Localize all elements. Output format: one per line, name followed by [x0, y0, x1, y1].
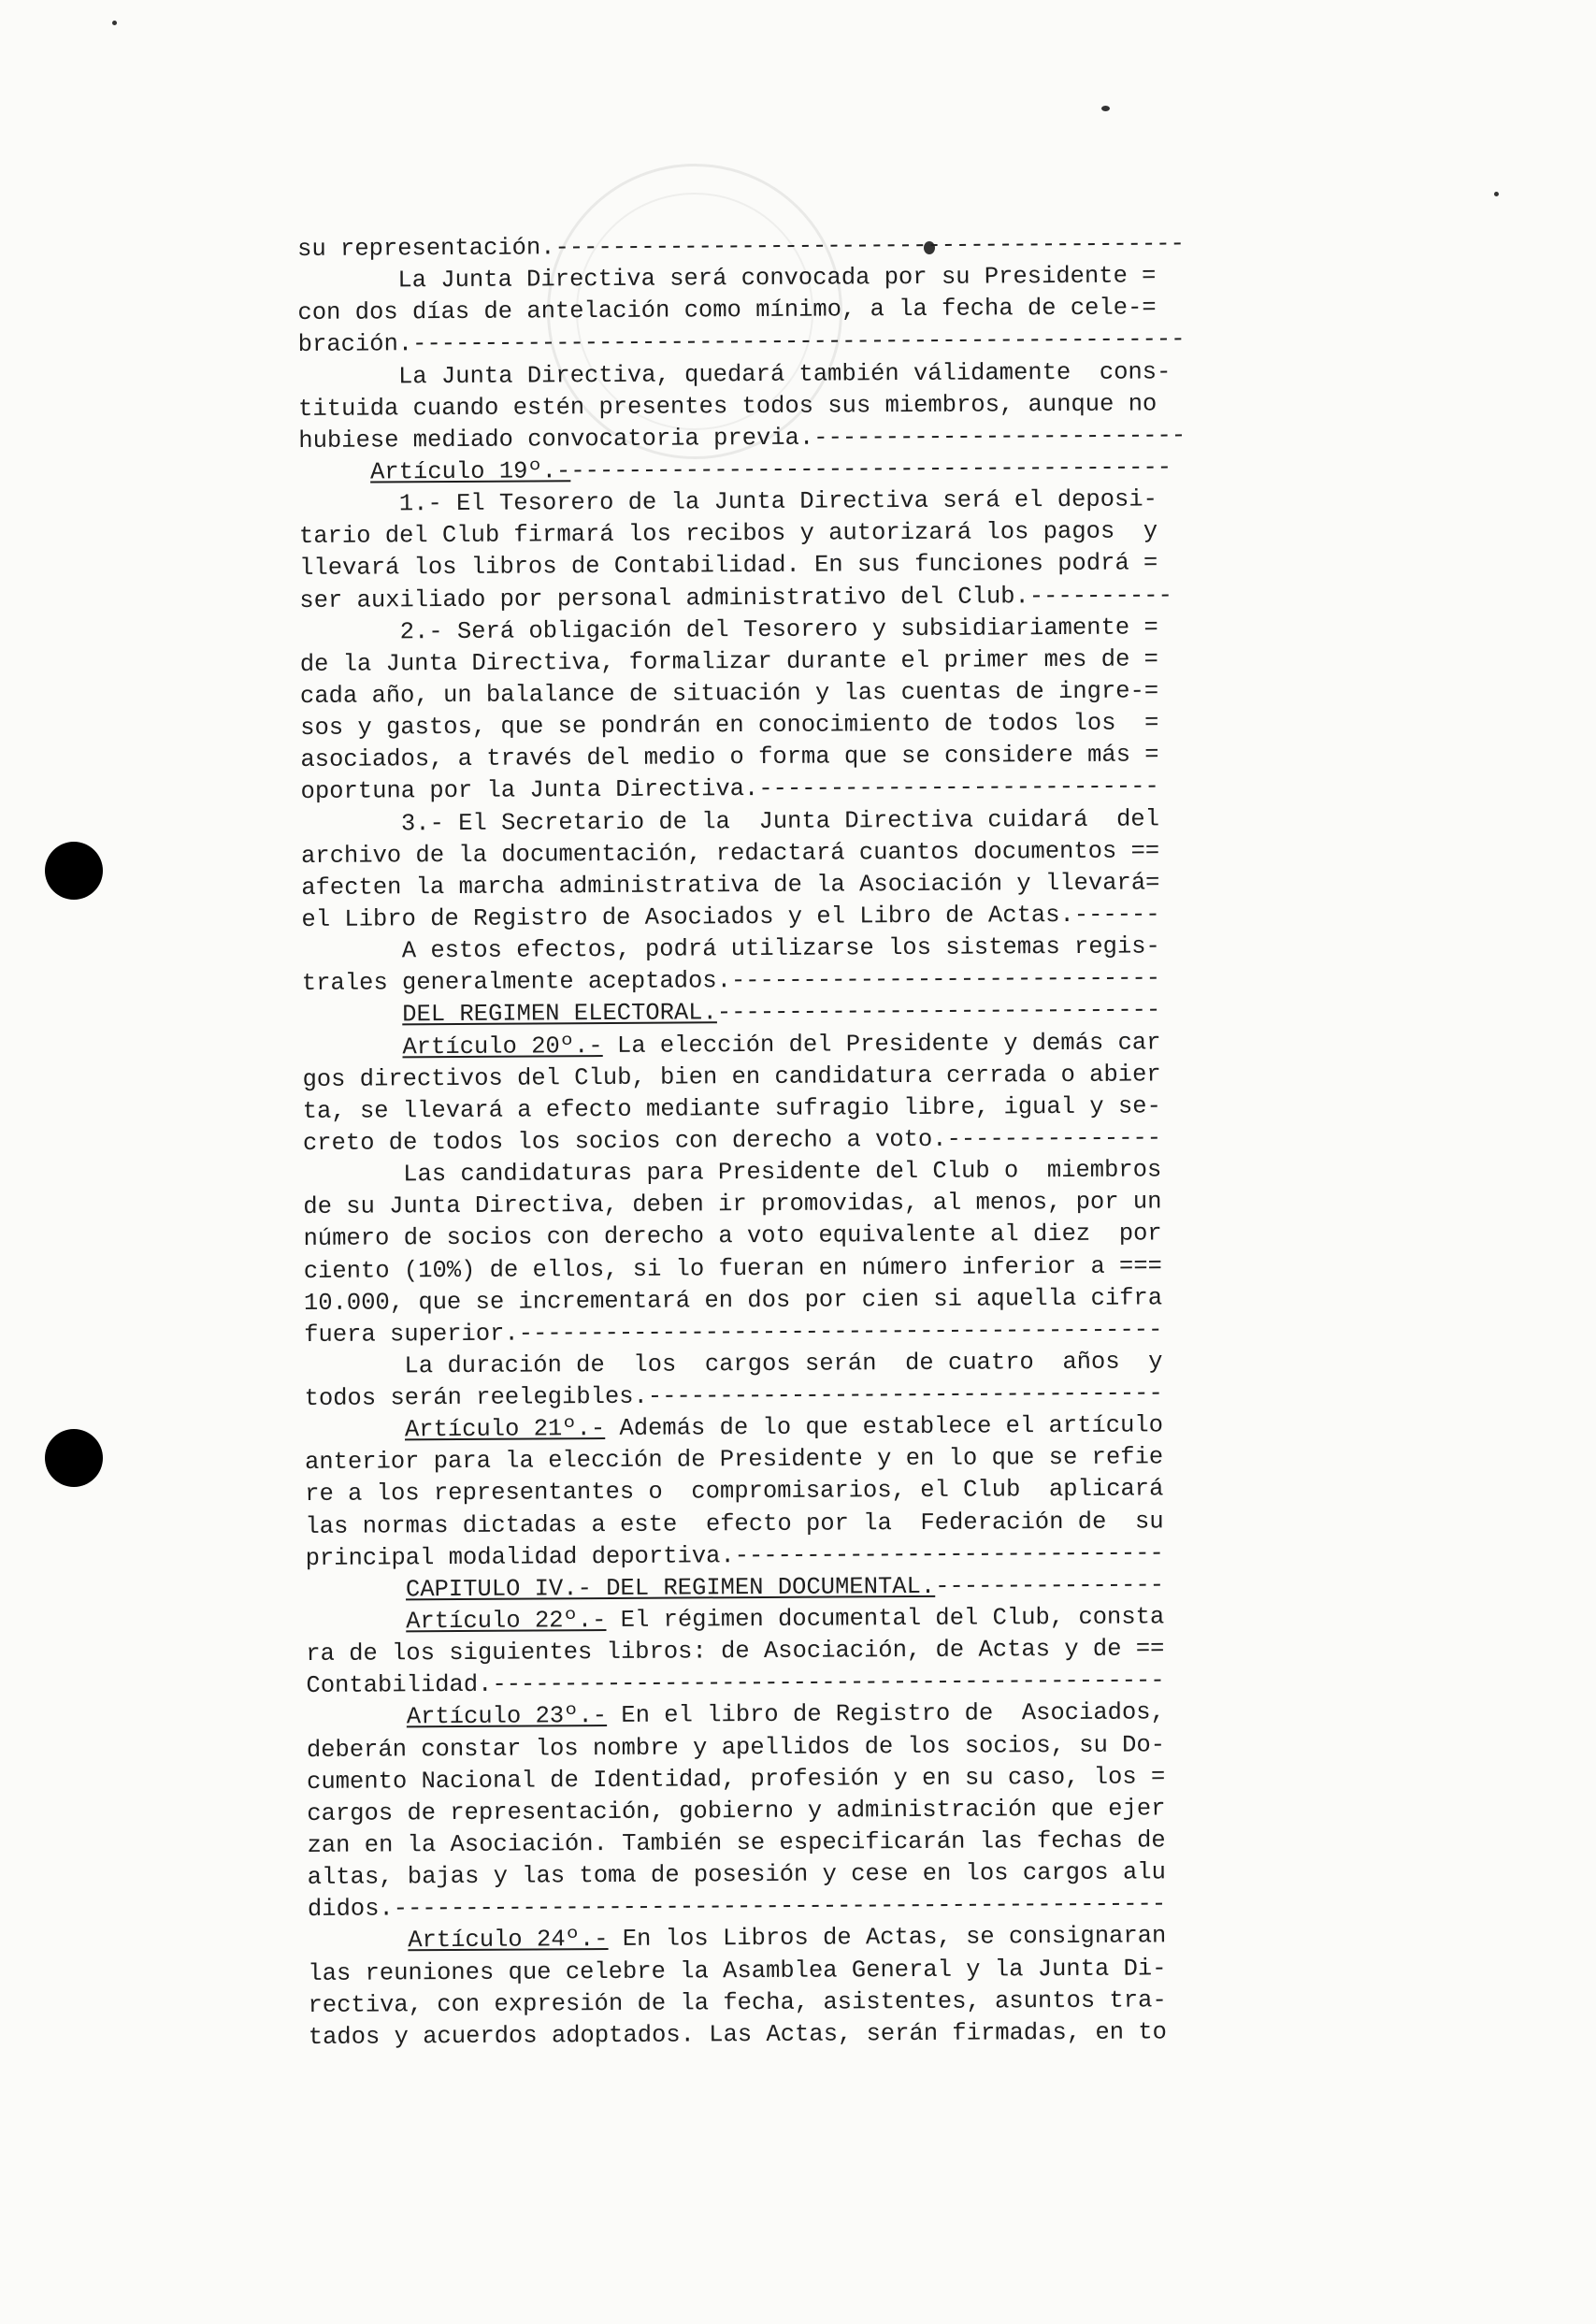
text-line: re a los representantes o compromisarios, el Club aplicará [305, 1475, 1164, 1508]
text-line: Las candidaturas para Presidente del Club o miembros [303, 1156, 1162, 1190]
text-line: zan en la Asociación. También se especificarán las fechas de [307, 1826, 1166, 1859]
text-line: llevará los libros de Contabilidad. En sus funciones podrá = [299, 549, 1158, 583]
text-line: 3.- El Secretario de la Junta Directiva cuidará del [300, 804, 1160, 838]
heading-underline: Artículo 22º.- [406, 1607, 607, 1636]
heading-underline: Artículo 24º.- [408, 1926, 609, 1955]
text-line: su representación.-------------------------------------------- [297, 230, 1185, 263]
text-line: cargos de representación, gobierno y administración que ejer [307, 1795, 1166, 1827]
text-line: afecten la marcha administrativa de la Asociación y llevará= [301, 869, 1160, 902]
heading-underline: Artículo 19º.- [369, 457, 571, 486]
text-line: con dos días de antelación como mínimo, a la fecha de cele-= [297, 294, 1157, 327]
text-line: fuera superior.--------------------------------------------- [304, 1316, 1163, 1349]
text-line: anterior para la elección de Presidente y en lo que se refie [304, 1443, 1164, 1477]
heading-underline: CAPITULO IV.- DEL REGIMEN DOCUMENTAL. [405, 1572, 936, 1604]
text-line: La Junta Directiva, quedará también válidamente cons- [297, 357, 1172, 391]
text-line: las reuniones que celebre la Asamblea General y la Junta Di- [308, 1954, 1167, 1987]
text-line: asociados, a través del medio o forma que se considere más = [300, 741, 1159, 774]
text-line: cumento Nacional de Identidad, profesión y en su caso, los = [307, 1763, 1166, 1796]
text-line: 10.000, que se incrementará en dos por cien si aquella cifra [303, 1284, 1163, 1317]
text-line: ra de los siguientes libros: de Asociación, de Actas y de == [306, 1635, 1165, 1668]
text-line: 1.- El Tesorero de la Junta Directiva será el deposi- [298, 485, 1157, 519]
text-line: Artículo 24º.- En los Libros de Actas, se consignaran [408, 1922, 1167, 1955]
heading-underline: DEL REGIMEN ELECTORAL. [402, 999, 717, 1029]
scan-speck [112, 21, 117, 25]
text-line: Artículo 23º.- En el libro de Registro de Asociados, [406, 1698, 1165, 1731]
text-line: rectiva, con expresión de la fecha, asistentes, asuntos tra- [308, 1986, 1167, 2019]
heading-underline: Artículo 23º.- [406, 1702, 608, 1731]
text-line: DEL REGIMEN ELECTORAL.------------------------------- [402, 996, 1161, 1029]
text-line: Artículo 20º.- La elección del Presidente y demás car [402, 1028, 1161, 1061]
heading-underline: Artículo 20º.- [402, 1032, 603, 1061]
text-line: altas, bajas y las toma de posesión y cese en los cargos alu [307, 1858, 1166, 1892]
text-line: ser auxiliado por personal administrativo del Club.---------- [299, 581, 1172, 614]
text-line: de su Junta Directiva, deben ir promovidas, al menos, por un [303, 1188, 1162, 1221]
text-line: bración.------------------------------------------------------ [297, 325, 1186, 359]
text-line: Contabilidad.----------------------------------------------- [306, 1667, 1165, 1700]
text-line: gos directivos del Club, bien en candidatura cerrada o abier [302, 1061, 1161, 1093]
text-line: trales generalmente aceptados.------------------------------ [301, 964, 1161, 998]
text-line: Artículo 22º.- El régimen documental del Club, consta [406, 1603, 1165, 1636]
text-line: La duración de los cargos serán de cuatro años y [304, 1348, 1163, 1380]
text-line: creto de todos los socios con derecho a voto.--------------- [302, 1124, 1162, 1157]
text-line: de la Junta Directiva, formalizar durante el primer mes de = [299, 645, 1159, 678]
text-line: archivo de la documentación, redactará cuantos documentos == [300, 837, 1160, 870]
text-line: las normas dictadas a este efecto por la Federación de su [305, 1507, 1164, 1540]
text-line: Artículo 21º.- Además de lo que establece el artículo [404, 1411, 1164, 1444]
text-line: oportuna por la Junta Directiva.---------------------------- [300, 772, 1159, 806]
scan-speck [1494, 192, 1499, 196]
heading-underline: Artículo 21º.- [404, 1415, 606, 1444]
text-line: todos serán reelegibles.------------------------------------ [304, 1379, 1163, 1413]
text-line: tados y acuerdos adoptados. Las Actas, serán firmadas, en to [308, 2018, 1168, 2051]
text-line: hubiese mediado convocatoria previa.-------------------------- [298, 422, 1186, 455]
text-line: didos.------------------------------------------------------ [307, 1890, 1167, 1924]
typewritten-text-block [297, 228, 1301, 2054]
text-line: ciento (10%) de ellos, si lo fueran en número inferior a === [303, 1251, 1163, 1285]
text-line: cada año, un balalance de situación y las cuentas de ingre-= [299, 677, 1159, 710]
punch-hole-top [45, 842, 103, 900]
text-line: número de socios con derecho a voto equivalente al diez por [303, 1220, 1162, 1253]
text-line: ta, se llevará a efecto mediante sufragio libre, igual y se- [302, 1092, 1161, 1125]
punch-hole-bottom [45, 1429, 103, 1487]
text-line: A estos efectos, podrá utilizarse los sistemas regis- [301, 932, 1160, 966]
text-line: CAPITULO IV.- DEL REGIMEN DOCUMENTAL.---------------- [405, 1571, 1165, 1604]
text-line: Artículo 19º.------------------------------------------- [369, 454, 1172, 486]
text-line: principal modalidad deportiva.------------------------------ [305, 1539, 1164, 1572]
text-line: sos y gastos, que se pondrán en conocimiento de todos los = [300, 709, 1159, 743]
text-line: el Libro de Registro de Asociados y el Libro de Actas.------ [301, 901, 1160, 933]
text-line: tario del Club firmará los recibos y autorizará los pagos y [298, 517, 1158, 551]
scan-speck [1101, 106, 1110, 111]
text-line: tituida cuando estén presentes todos sus miembros, aunque no [298, 390, 1157, 423]
text-line: La Junta Directiva será convocada por su Presidente = [297, 262, 1157, 296]
text-line: deberán constar los nombre y apellidos de los socios, su Do- [306, 1730, 1166, 1764]
text-line: 2.- Será obligación del Tesorero y subsidiariamente = [299, 613, 1158, 646]
